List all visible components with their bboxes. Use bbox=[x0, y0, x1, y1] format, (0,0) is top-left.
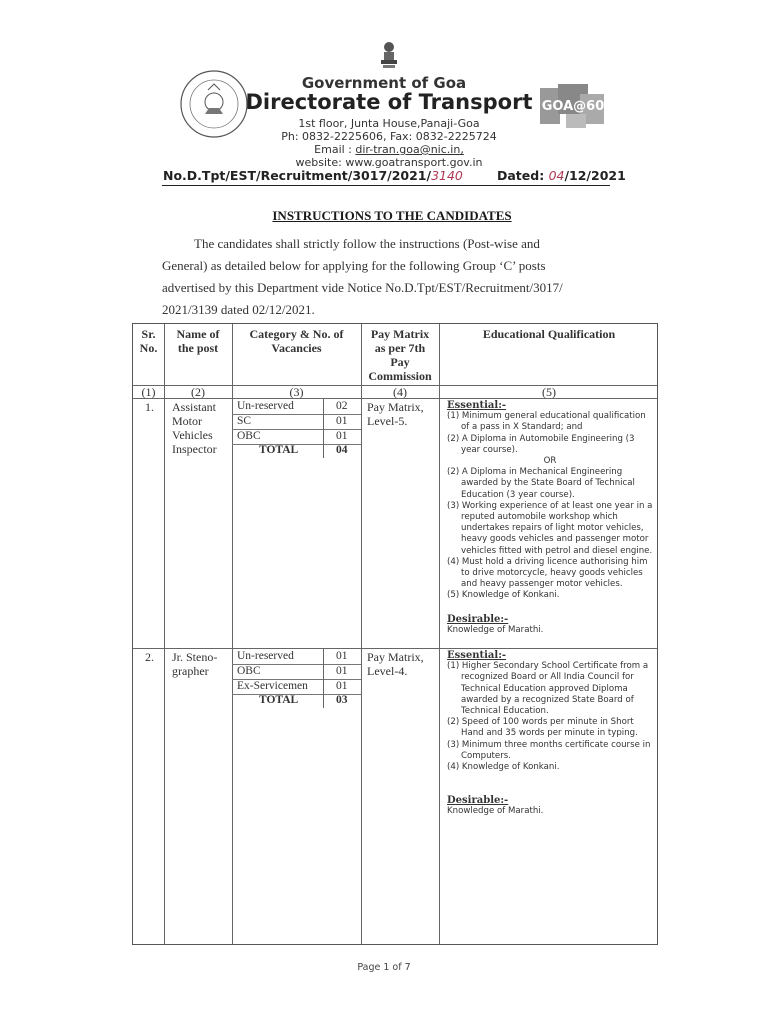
col-number: (1) bbox=[141, 385, 156, 399]
row2-sr: 2. bbox=[145, 650, 154, 664]
edu-line: (2) A Diploma in Mechanical Engineering bbox=[447, 467, 623, 478]
edu-line: Education (3 year course). bbox=[461, 489, 575, 500]
website-line[interactable]: website: www.goatransport.gov.in bbox=[295, 156, 483, 169]
document-title: INSTRUCTIONS TO THE CANDIDATES bbox=[272, 208, 512, 223]
email-line bbox=[0, 143, 768, 156]
edu-line: Technical Education. bbox=[461, 706, 549, 717]
ref-no-text: No.D.Tpt/EST/Recruitment/3017/2021/ bbox=[163, 168, 432, 183]
header-divider bbox=[162, 185, 610, 186]
directorate-name: Directorate of Transport bbox=[245, 90, 533, 114]
edu-line: (5) Knowledge of Konkani. bbox=[447, 590, 560, 601]
posts-table bbox=[132, 323, 658, 945]
col-number: (4) bbox=[393, 385, 407, 399]
category-total-label: TOTAL bbox=[259, 444, 299, 456]
edu-line: Technical Education approved Diploma bbox=[461, 683, 628, 694]
category-name: Ex-Servicemen bbox=[237, 680, 308, 692]
desirable-label: Desirable:- bbox=[447, 613, 509, 625]
category-total-label: TOTAL bbox=[259, 694, 299, 706]
desirable-text: Knowledge of Marathi. bbox=[447, 806, 544, 817]
category-count: 01 bbox=[336, 650, 348, 662]
edu-line: (1) Minimum general educational qualification bbox=[447, 411, 646, 422]
header-edu: Educational Qualification bbox=[482, 327, 616, 341]
edu-line: (2) Speed of 100 words per minute in Short bbox=[447, 717, 634, 728]
col-number: (5) bbox=[542, 385, 556, 399]
category-total-count: 03 bbox=[336, 694, 348, 706]
row2-post: Jr. Steno- grapher bbox=[172, 650, 218, 678]
row1-sr: 1. bbox=[145, 400, 154, 414]
edu-line: (2) A Diploma in Automobile Engineering (3 bbox=[447, 433, 635, 444]
dated-rest: /12/2021 bbox=[564, 168, 626, 183]
reference-number bbox=[163, 168, 463, 183]
ref-no-handwritten: 3140 bbox=[431, 168, 463, 183]
government-name: Government of Goa bbox=[301, 74, 467, 92]
edu-line: heavy goods vehicles and passenger motor bbox=[461, 534, 649, 545]
badge-text: GOA@60 bbox=[541, 99, 605, 114]
dated-handwritten: 04 bbox=[548, 168, 565, 183]
category-total-count: 04 bbox=[336, 444, 348, 456]
category-name: OBC bbox=[237, 665, 261, 677]
edu-line: vehicles fitted with petrol and diesel engine. bbox=[461, 545, 653, 556]
header-post: Name of the post bbox=[176, 327, 220, 355]
intro-line: The candidates shall strictly follow the instructions (Post-wise and bbox=[194, 236, 540, 251]
page-number: Page 1 of 7 bbox=[357, 962, 411, 973]
category-count: 02 bbox=[336, 400, 348, 412]
category-count: 01 bbox=[336, 430, 348, 442]
edu-line: Computers. bbox=[461, 750, 511, 761]
edu-line: awarded by a recognized State Board of bbox=[461, 694, 634, 705]
col-number: (3) bbox=[289, 385, 304, 399]
edu-line: and heavy passenger motor vehicles. bbox=[461, 579, 623, 590]
category-count: 01 bbox=[336, 665, 348, 677]
row1-post: Assistant Motor Vehicles Inspector bbox=[172, 400, 217, 456]
row2-edu bbox=[447, 650, 653, 818]
edu-line: year course). bbox=[461, 444, 518, 455]
dated bbox=[497, 168, 626, 183]
row1-edu bbox=[447, 400, 653, 636]
edu-line: reputed automobile workshop which bbox=[461, 512, 618, 523]
desirable-label: Desirable:- bbox=[447, 795, 509, 807]
edu-line: undertakes repairs of light motor vehicles, bbox=[461, 523, 644, 534]
row1-pay: Pay Matrix, Level-5. bbox=[367, 400, 424, 428]
edu-line: (4) Knowledge of Konkani. bbox=[447, 762, 560, 773]
edu-line: recognized Board or All India Council for bbox=[461, 672, 634, 683]
header-category: Category & No. of Vacancies bbox=[249, 327, 344, 355]
essential-label: Essential:- bbox=[447, 650, 507, 661]
email-link[interactable]: dir-tran.goa@nic.in, bbox=[355, 143, 464, 156]
edu-line: to drive motorcycle, heavy goods vehicles bbox=[461, 568, 643, 579]
category-name: OBC bbox=[237, 430, 261, 442]
email-label: Email : bbox=[314, 143, 356, 156]
header-pay: Pay Matrix as per 7th Pay Commission bbox=[368, 327, 432, 383]
national-emblem-icon bbox=[376, 40, 402, 70]
edu-line: OR bbox=[543, 456, 557, 467]
phone-fax-line: Ph: 0832-2225606, Fax: 0832-2225724 bbox=[281, 130, 497, 143]
intro-line: advertised by this Department vide Notice No.D.Tpt/EST/Recruitment/3017/ bbox=[162, 280, 563, 295]
row2-pay: Pay Matrix, Level-4. bbox=[367, 650, 424, 678]
dated-label: Dated: bbox=[497, 168, 549, 183]
col-number: (2) bbox=[191, 385, 205, 399]
address-line: 1st floor, Junta House,Panaji-Goa bbox=[298, 117, 480, 130]
header-sr: Sr. No. bbox=[139, 327, 158, 355]
edu-line: (1) Higher Secondary School Certificate from a bbox=[447, 661, 649, 672]
edu-line: of a pass in X Standard; and bbox=[461, 422, 583, 433]
edu-line: (3) Working experience of at least one year in a bbox=[447, 500, 653, 511]
category-count: 01 bbox=[336, 415, 348, 427]
goa-at-60-badge-icon bbox=[540, 84, 606, 130]
essential-label: Essential:- bbox=[447, 400, 507, 411]
edu-line: Hand and 35 words per minute in typing. bbox=[461, 728, 638, 739]
edu-line: (3) Minimum three months certificate course in bbox=[447, 739, 651, 750]
edu-line: (4) Must hold a driving licence authorising him bbox=[447, 556, 648, 567]
category-name: Un-reserved bbox=[237, 400, 294, 412]
desirable-text: Knowledge of Marathi. bbox=[447, 624, 544, 635]
edu-line: awarded by the State Board of Technical bbox=[461, 478, 635, 489]
category-name: Un-reserved bbox=[237, 650, 294, 662]
intro-line: 2021/3139 dated 02/12/2021. bbox=[162, 302, 315, 317]
category-name: SC bbox=[237, 415, 252, 427]
intro-line: General) as detailed below for applying for the following Group ‘C’ posts bbox=[162, 258, 546, 273]
intro-paragraph bbox=[162, 233, 628, 321]
category-count: 01 bbox=[336, 680, 348, 692]
